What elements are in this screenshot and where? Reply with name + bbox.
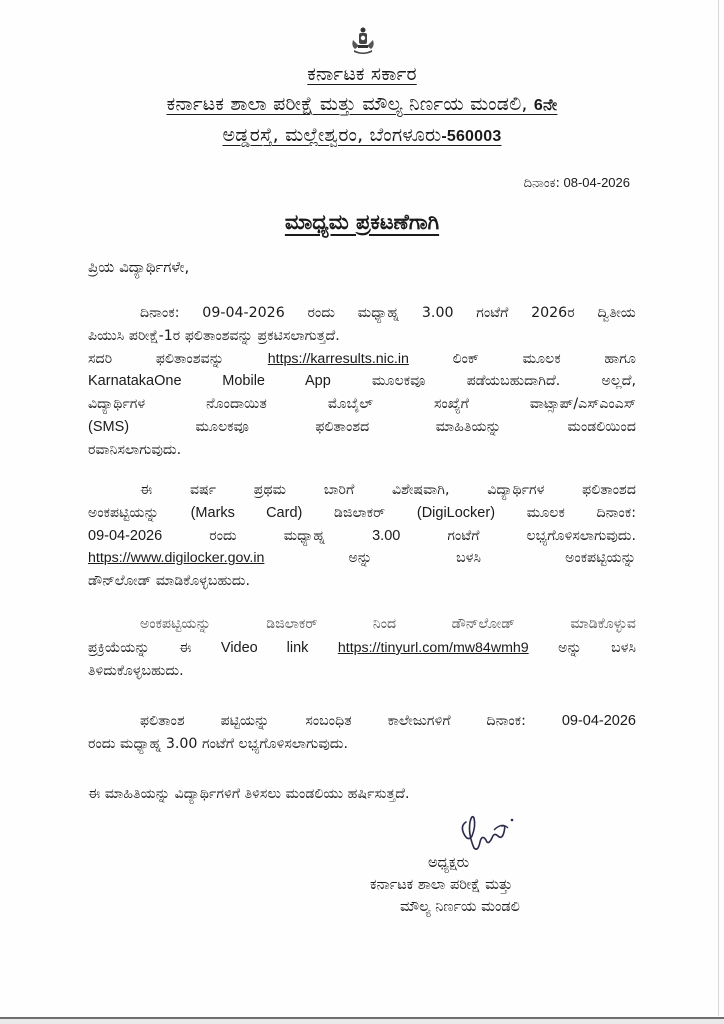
- paragraph-college-results: ಫಲಿತಾಂಶ ಪಟ್ಟಿಯನ್ನು ಸಂಬಂಧಿತ ಕಾಲೇಜುಗಳಿಗೆ ದಿನಾಂಕ: 09-04-2026 ರಂದು ಮಧ್ಯಾಹ್ನ 3.00 ಗಂಟೆಗೆ ಲಭ್ಯಗೊಳಿಸಲಾಗುವುದು.: [88, 713, 636, 752]
- signature-block: [370, 852, 640, 918]
- header-line-government: ಕರ್ನಾಟಕ ಸರ್ಕಾರ: [307, 63, 417, 85]
- signatory-designation: ಅಧ್ಯಕ್ಷರು: [428, 855, 470, 871]
- signatory-org-line2: ಮೌಲ್ಯ ನಿರ್ಣಯ ಮಂಡಲಿ: [400, 899, 520, 915]
- document-date: ದಿನಾಂಕ: 08-04-2026: [523, 175, 630, 191]
- paragraph-digilocker: ಈ ವರ್ಷ ಪ್ರಥಮ ಬಾರಿಗೆ ವಿಶೇಷವಾಗಿ, ವಿದ್ಯಾರ್ಥಿಗಳ ಫಲಿತಾಂಶದ ಅಂಕಪಟ್ಟಿಯನ್ನು (Marks Card) ಡಿಜಿಲಾಕರ್ (DigiLocker) ಮೂಲಕ ದಿನಾಂಕ: 09-04-2026 ರಂದು ಮಧ್ಯಾಹ್ನ 3.00 ಗಂಟೆಗೆ ಲಭ್ಯಗೊಳಿಸಲಾಗುವುದು. https://www.digilocker.gov.in ಅನ್ನು ಬಳಸಿ ಅಂಕಪಟ್ಟಿಯನ್ನು ಡೌನ್‌ಲೋಡ್ ಮಾಡಿಕೊಳ್ಳಬಹುದು.: [88, 482, 637, 590]
- header-line-board-name: ಕರ್ನಾಟಕ ಶಾಲಾ ಪರೀಕ್ಷೆ ಮತ್ತು ಮೌಲ್ಯ ನಿರ್ಣಯ ಮಂಡಲಿ, 6ನೇ: [166, 93, 558, 115]
- paragraph-video-link: ಅಂಕಪಟ್ಟಿಯನ್ನು ಡಿಜಿಲಾಕರ್ ನಿಂದ ಡೌನ್‌ಲೋಡ್ ಮಾಡಿಕೊಳ್ಳುವ ಪ್ರಕ್ರಿಯೆಯನ್ನು ಈ Video link https://tinyurl.com/mw84wmh9 ಅನ್ನು ಬಳಸಿ ತಿಳಿದುಕೊಳ್ಳಬಹುದು.: [88, 617, 637, 679]
- page-title: ಮಾಧ್ಯಮ ಪ್ರಕಟಣೆಗಾಗಿ: [284, 210, 440, 234]
- signature-mark: [458, 812, 520, 854]
- paragraph-result-announcement: ದಿನಾಂಕ: 09-04-2026 ರಂದು ಮಧ್ಯಾಹ್ನ 3.00 ಗಂಟೆಗೆ 2026ರ ದ್ವಿತೀಯ ಪಿಯುಸಿ ಪರೀಕ್ಷೆ-1ರ ಫಲಿತಾಂಶವನ್ನು ಪ್ರಕಟಿಸಲಾಗುತ್ತದೆ. ಸದರಿ ಫಲಿತಾಂಶವನ್ನು https://karresults.nic.in ಲಿಂಕ್ ಮೂಲಕ ಹಾಗೂ KarnatakaOne Mobile App ಮೂಲಕವೂ ಪಡೆಯಬಹುದಾಗಿದೆ. ಅಲ್ಲದೆ, ವಿದ್ಯಾರ್ಥಿಗಳ ನೊಂದಾಯಿತ ಮೊಬೈಲ್ ಸಂಖ್ಯೆಗೆ ವಾಟ್ಸಾಪ್/ಎಸ್ಎಂಎಸ್ (SMS) ಮೂಲಕವೂ ಫಲಿತಾಂಶದ ಮಾಹಿತಿಯನ್ನು ಮಂಡಲಿಯಿಂದ ರವಾನಿಸಲಾಗುವುದು.: [88, 305, 637, 458]
- karresults-link[interactable]: https://karresults.nic.in: [267, 350, 409, 367]
- video-tutorial-link[interactable]: https://tinyurl.com/mw84wmh9: [337, 640, 529, 656]
- scan-bottom-strip: [0, 1019, 724, 1024]
- header-line-address: ಅಡ್ಡರಸ್ತೆ, ಮಲ್ಲೇಶ್ವರಂ, ಬೆಂಗಳೂರು-560003: [222, 124, 502, 146]
- closing-line: ಈ ಮಾಹಿತಿಯನ್ನು ವಿದ್ಯಾರ್ಥಿಗಳಿಗೆ ತಿಳಿಸಲು ಮಂಡಲಿಯು ಹರ್ಷಿಸುತ್ತದೆ.: [88, 786, 410, 802]
- signatory-org-line1: ಕರ್ನಾಟಕ ಶಾಲಾ ಪರೀಕ್ಷೆ ಮತ್ತು: [370, 877, 513, 893]
- digilocker-link[interactable]: https://www.digilocker.gov.in: [88, 550, 265, 567]
- greeting: ಪ್ರಿಯ ವಿದ್ಯಾರ್ಥಿಗಳೇ,: [88, 258, 190, 276]
- karnataka-emblem-icon: [350, 26, 376, 56]
